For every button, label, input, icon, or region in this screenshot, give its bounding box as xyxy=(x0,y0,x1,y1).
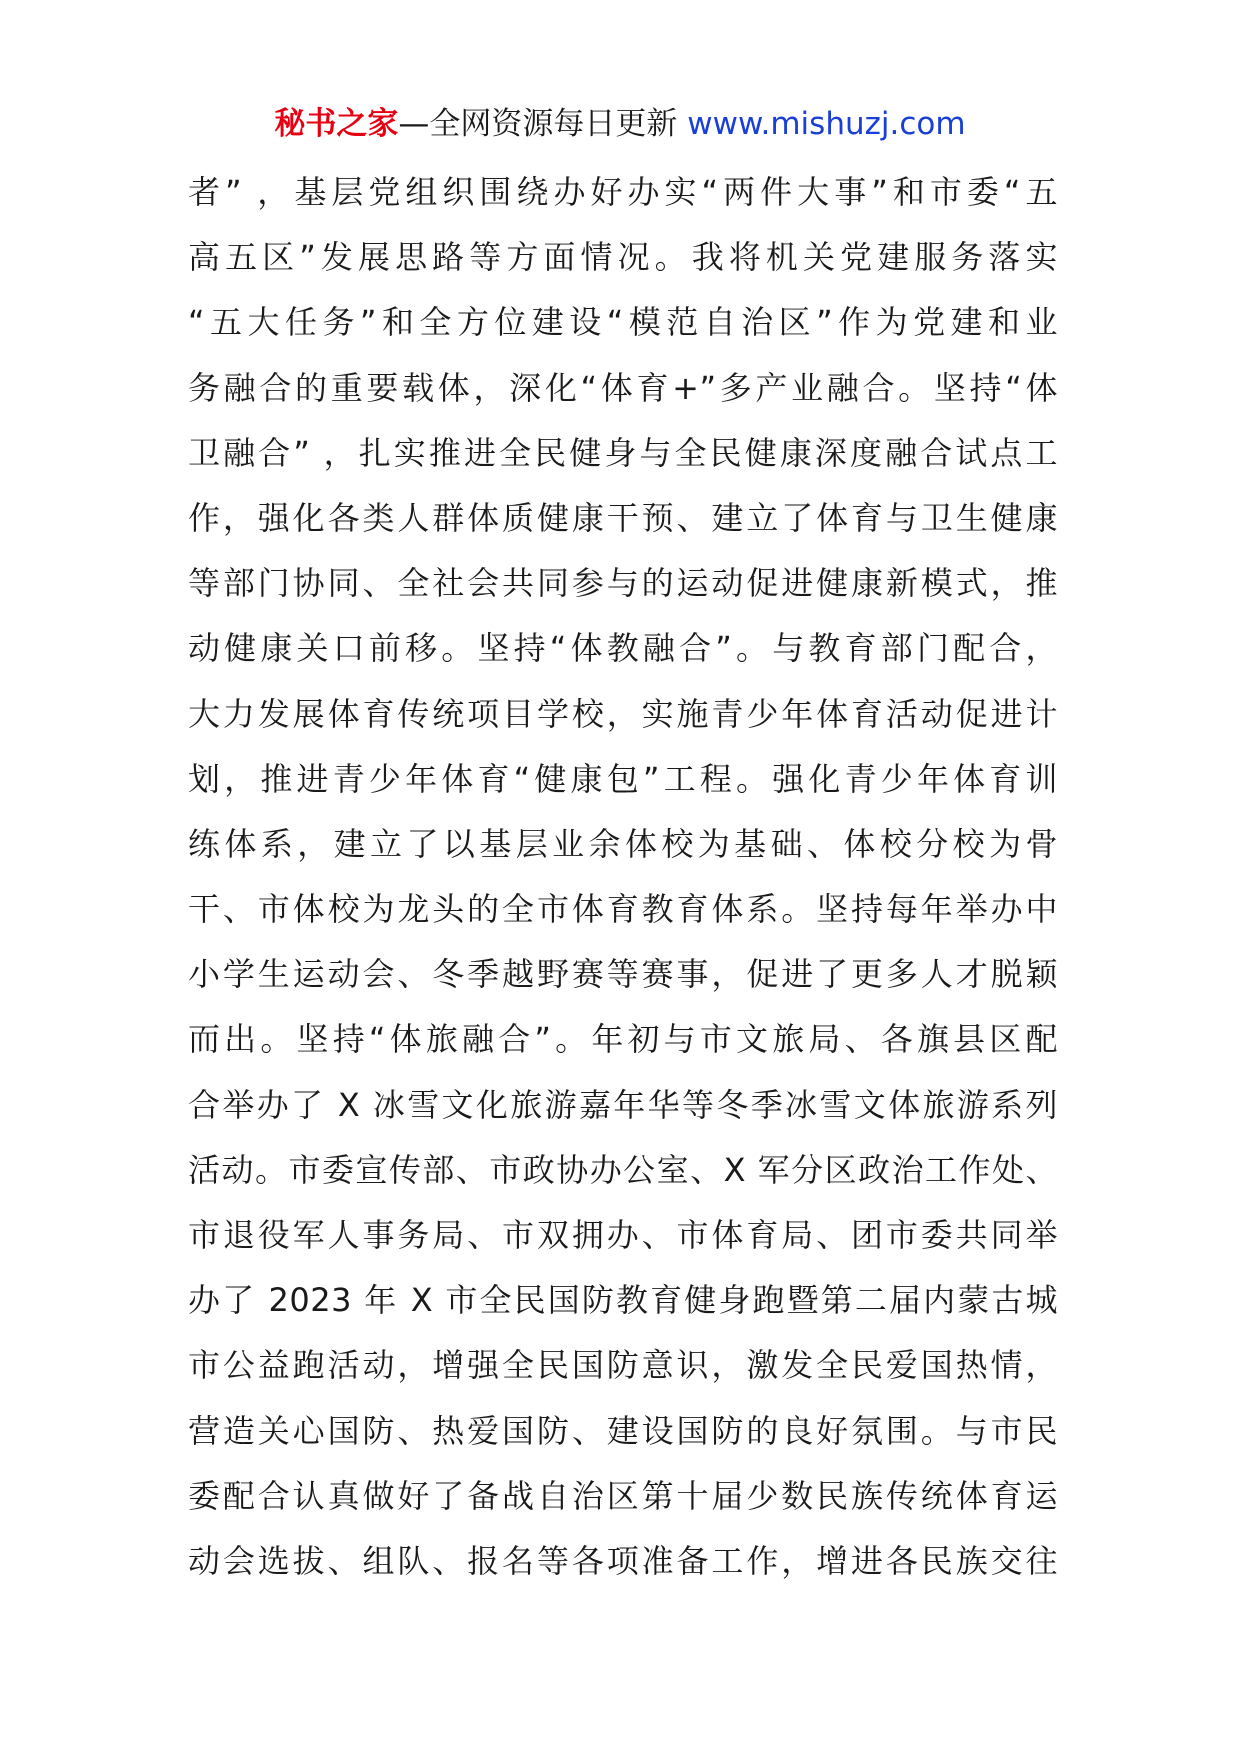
text-line: 委配合认真做好了备战自治区第十届少数民族传统体育运 xyxy=(188,1476,1058,1515)
brand-name: 秘书之家 xyxy=(274,106,399,142)
text-line: “五大任务”和全方位建设“模范自治区”作为党建和业 xyxy=(188,303,1058,342)
document-body xyxy=(188,160,1058,1594)
text-line: 划，推进青少年体育“健康包”工程。强化青少年体育训 xyxy=(188,759,1058,798)
page-header xyxy=(0,102,1240,146)
text-line: 卫融合” ，扎实推进全民健身与全民健康深度融合试点工 xyxy=(188,433,1058,472)
text-line: 营造关心国防、热爱国防、建设国防的良好氛围。与市民 xyxy=(188,1411,1058,1450)
text-line: 者” ，基层党组织围绕办好办实“两件大事”和市委“五 xyxy=(188,173,1058,211)
text-line: 高五区”发展思路等方面情况。我将机关党建服务落实 xyxy=(188,238,1058,277)
text-line: 大力发展体育传统项目学校，实施青少年体育活动促进计 xyxy=(188,694,1058,733)
text-line: 动会选拔、组队、报名等各项准备工作，增进各民族交往 xyxy=(188,1541,1058,1580)
header-slogan: —全网资源每日更新 xyxy=(398,106,688,142)
text-line: 动健康关口前移。坚持“体教融合”。与教育部门配合， xyxy=(188,629,1058,668)
text-line: 小学生运动会、冬季越野赛等赛事，促进了更多人才脱颖 xyxy=(188,955,1058,994)
text-line: 等部门协同、全社会共同参与的运动促进健康新模式，推 xyxy=(188,564,1058,603)
site-url-link[interactable]: www.mishuzj.com xyxy=(687,106,966,142)
text-line: 务融合的重要载体，深化“体育+”多产业融合。坚持“体 xyxy=(188,368,1058,407)
text-line: 作，强化各类人群体质健康干预、建立了体育与卫生健康 xyxy=(188,498,1058,537)
text-line: 干、市体校为龙头的全市体育教育体系。坚持每年举办中 xyxy=(188,890,1058,929)
text-line: 练体系，建立了以基层业余体校为基础、体校分校为骨 xyxy=(188,824,1058,863)
text-line: 活动。市委宣传部、市政协办公室、X 军分区政治工作处、 xyxy=(188,1150,1058,1189)
text-line: 而出。坚持“体旅融合”。年初与市文旅局、各旗县区配 xyxy=(188,1020,1058,1059)
text-line: 办了 2023 年 X 市全民国防教育健身跑暨第二届内蒙古城 xyxy=(188,1281,1058,1320)
text-line: 合举办了 X 冰雪文化旅游嘉年华等冬季冰雪文体旅游系列 xyxy=(188,1085,1058,1124)
text-line: 市退役军人事务局、市双拥办、市体育局、团市委共同举 xyxy=(188,1216,1058,1254)
text-line: 市公益跑活动，增强全民国防意识，激发全民爱国热情， xyxy=(188,1346,1058,1385)
